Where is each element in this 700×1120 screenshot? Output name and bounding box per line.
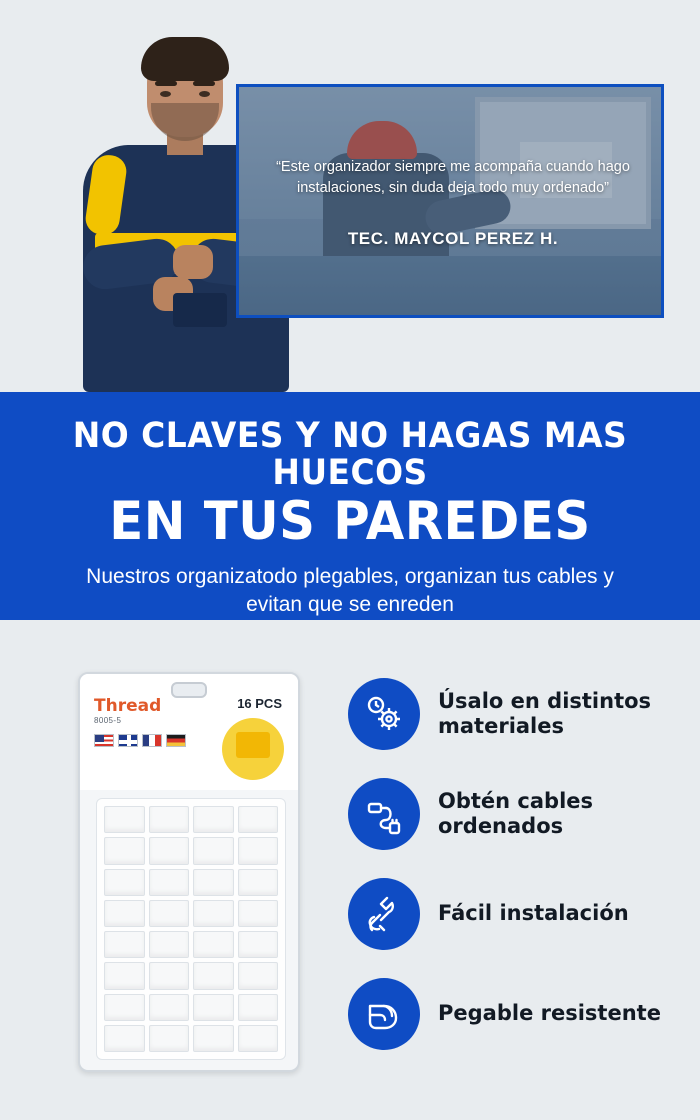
language-flags — [94, 734, 186, 747]
feature-label: Fácil instalación — [438, 901, 629, 926]
clip-item — [104, 900, 145, 927]
fr-flag-icon — [142, 734, 162, 747]
clip-item — [149, 806, 190, 833]
clip-item — [238, 931, 279, 958]
clip-item — [149, 962, 190, 989]
clip-item — [104, 806, 145, 833]
clip-grid — [96, 798, 286, 1060]
clip-item — [104, 837, 145, 864]
clip-item — [149, 931, 190, 958]
technician-beard — [151, 103, 219, 141]
product-quantity: 16 PCS — [237, 696, 282, 711]
scene-overlay — [239, 87, 661, 315]
clip-item — [238, 994, 279, 1021]
technician-eye-left — [160, 91, 171, 97]
clip-item — [104, 1025, 145, 1052]
clip-item — [104, 869, 145, 896]
feature-list — [348, 664, 678, 1064]
clip-item — [238, 869, 279, 896]
clip-item — [193, 837, 234, 864]
clip-item — [193, 806, 234, 833]
product-clip-graphic — [236, 732, 270, 758]
product-package — [78, 672, 300, 1072]
clip-item — [104, 931, 145, 958]
clip-item — [238, 837, 279, 864]
headline-line-1: NO CLAVES Y NO HAGAS MAS HUECOS — [72, 416, 628, 493]
technician-eye-right — [199, 91, 210, 97]
clip-item — [149, 1025, 190, 1052]
cable-icon — [348, 778, 420, 850]
clip-item — [238, 900, 279, 927]
technician-brow-left — [155, 81, 177, 86]
feature-item-strength — [348, 964, 678, 1064]
package-hang-hole — [171, 682, 207, 698]
muscle-arm-icon — [348, 978, 420, 1050]
clip-item — [193, 869, 234, 896]
headline-line-2: EN TUS PAREDES — [109, 490, 591, 552]
clip-item — [149, 900, 190, 927]
technician-brow-right — [193, 81, 215, 86]
uniform-pocket — [173, 293, 227, 327]
clip-item — [193, 900, 234, 927]
headline-banner — [0, 392, 700, 620]
feature-label: Úsalo en distintos materiales — [438, 688, 652, 738]
clip-item — [238, 806, 279, 833]
feature-item-cables — [348, 764, 678, 864]
clip-item — [238, 962, 279, 989]
clip-item — [104, 962, 145, 989]
product-sku: 8005-5 — [94, 716, 122, 725]
product-brand: Thread — [94, 696, 162, 716]
clip-item — [149, 869, 190, 896]
clip-item — [193, 1025, 234, 1052]
headline-subtext: Nuestros organizatodo plegables, organizan tus cables y evitan que se enreden — [86, 565, 614, 616]
technician-hand-left — [173, 245, 213, 279]
testimonial-quote: “Este organizador siempre me acompaña cuando hago instalaciones, sin duda deja todo muy ordenado” — [276, 159, 630, 197]
clip-item — [193, 931, 234, 958]
testimonial-card — [236, 84, 664, 318]
gear-clock-icon — [348, 678, 420, 750]
product-section — [0, 620, 700, 1120]
feature-label: Obtén cables ordenados — [438, 788, 594, 838]
testimonial-author: TEC. MAYCOL PEREZ H. — [347, 229, 559, 248]
clip-item — [193, 994, 234, 1021]
uk-flag-icon — [118, 734, 138, 747]
feature-item-materials — [348, 664, 678, 764]
clip-item — [104, 994, 145, 1021]
hero-section — [0, 0, 700, 392]
feature-label: Pegable resistente — [438, 1001, 661, 1026]
clip-item — [149, 837, 190, 864]
us-flag-icon — [94, 734, 114, 747]
technician-hair — [141, 37, 229, 81]
clip-item — [193, 962, 234, 989]
de-flag-icon — [166, 734, 186, 747]
feature-item-installation — [348, 864, 678, 964]
hand-tool-icon — [348, 878, 420, 950]
clip-item — [149, 994, 190, 1021]
clip-item — [238, 1025, 279, 1052]
